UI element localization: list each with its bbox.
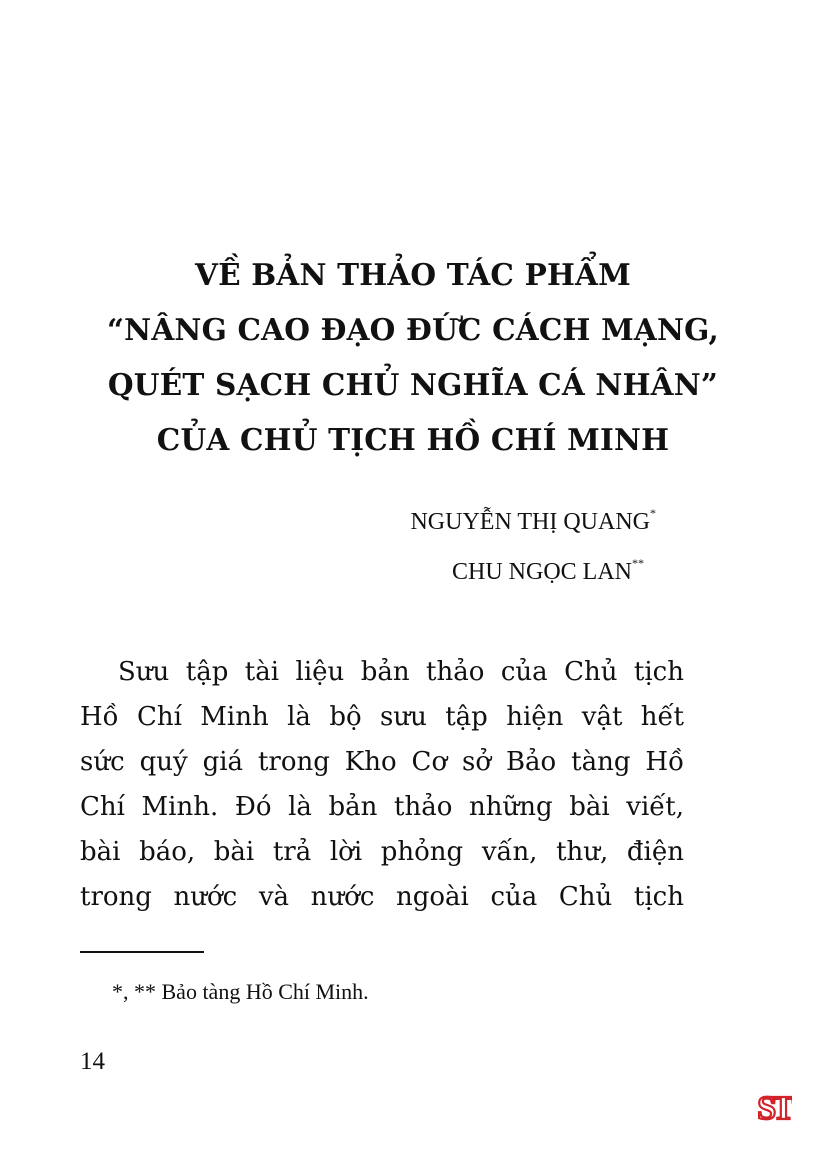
title-line: QUÉT SẠCH CHỦ NGHĨA CÁ NHÂN” [107,367,719,402]
footnote-marker: * [650,506,656,520]
page-number: 14 [80,1048,105,1075]
paragraph-line: trong nước và nước ngoài của Chủ tịch [80,882,684,912]
article-title [40,247,786,467]
author-name-text: NGUYỄN THỊ QUANG [410,509,650,535]
logo-text: ST [757,1090,791,1126]
footnote-marker: ** [632,556,644,570]
paragraph-line: bài báo, bài trả lời phỏng vấn, thư, điện [80,837,684,867]
title-line: VỀ BẢN THẢO TÁC PHẨM [195,257,631,292]
author-name [410,547,644,597]
paragraph-line: Chí Minh. Đó là bản thảo những bài viết, [80,792,684,822]
paragraph-line: sức quý giá trong Kho Cơ sở Bảo tàng Hồ [80,747,684,777]
footnote-divider [80,951,204,953]
paragraph-line: Sưu tập tài liệu bản thảo của Chủ tịch [118,657,684,687]
footnote: *, ** Bảo tàng Hồ Chí Minh. [112,979,369,1004]
body-paragraph [80,650,684,920]
author-name [410,497,656,547]
paragraph-line: Hồ Chí Minh là bộ sưu tập hiện vật hết [80,702,684,732]
title-line: “NÂNG CAO ĐẠO ĐỨC CÁCH MẠNG, [107,312,719,347]
author-list [410,497,656,597]
author-name-text: CHU NGỌC LAN [452,559,632,585]
publisher-logo-icon [756,1086,792,1126]
title-line: CỦA CHỦ TỊCH HỒ CHÍ MINH [156,422,670,457]
